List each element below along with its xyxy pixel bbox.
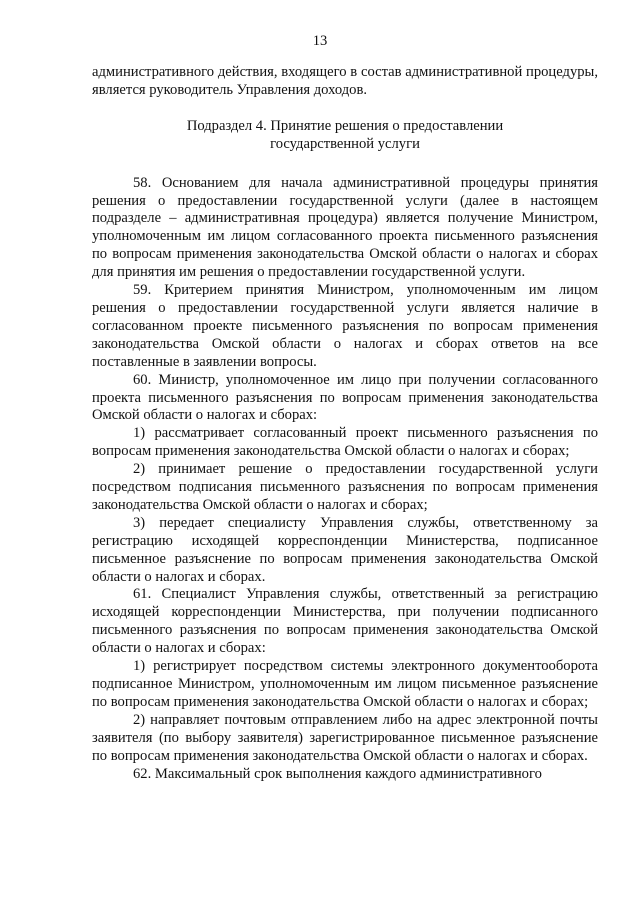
paragraph-60-item-2: 2) принимает решение о предоставлении государственной услуги посредством подписания письменного разъяснения по вопросам применения законодательства Омской области о налогах и сборах; [92,461,598,513]
paragraph-60-item-1: 1) рассматривает согласованный проект письменного разъяснения по вопросам применения законодательства Омской области о налогах и сборах; [92,425,598,460]
section-title-line-2: государственной услуги [270,135,420,152]
paragraph-61: 61. Специалист Управления службы, ответственный за регистрацию исходящей корреспонденции Министерства, при получении подписанного письменного разъяснения по вопросам применения законодательства Омской области о налогах и сборах: [92,586,598,657]
section-title-line-1: Подраздел 4. Принятие решения о предоставлении [186,117,504,134]
page-number: 13 [312,33,328,49]
paragraph-62: 62. Максимальный срок выполнения каждого административного [133,765,542,782]
intro-paragraph: административного действия, входящего в состав административной процедуры, является руководитель Управления доходов. [92,64,598,98]
section-title [92,118,598,154]
paragraph-61-item-2: 2) направляет почтовым отправлением либо на адрес электронной почты заявителя (по выбору заявителя) зарегистрированное письменное разъяснение по вопросам применения законодательства Омской области о налогах и сборах. [92,711,598,764]
paragraph-60: 60. Министр, уполномоченное им лицо при получении согласованного проекта письменного разъяснения по вопросам применения законодательства Омской области о налогах и сборах: [92,371,598,424]
paragraph-61-item-1: 1) регистрирует посредством системы электронного документооборота подписанное Министром, уполномоченным им лицом письменное разъяснение по вопросам применения законодательства Омской области о налогах и сборах; [92,658,598,710]
paragraph-59: 59. Критерием принятия Министром, уполномоченным им лицом решения о предоставлении государственной услуги является наличие в согласованном проекте письменного разъяснения по вопросам применения законодательства Омской области о налогах и сборах ответов на все поставленные в заявлении вопросы. [92,282,598,370]
paragraph-58: 58. Основанием для начала административной процедуры принятия решения о предоставлении государственной услуги (далее в настоящем подразделе – административная процедура) является получение Министром, уполномоченным им лицом согласованного проекта письменного разъяснения по вопросам применения законодательства Омской области о налогах и сборах для принятия им решения о предоставлении государственной услуги. [92,174,598,281]
document-body [92,64,598,783]
paragraph-60-item-3: 3) передает специалисту Управления службы, ответственному за регистрацию исходящей корреспонденции Министерства, подписанное письменное разъяснение по вопросам применения законодательства Омской области о налогах и сборах. [92,514,598,585]
